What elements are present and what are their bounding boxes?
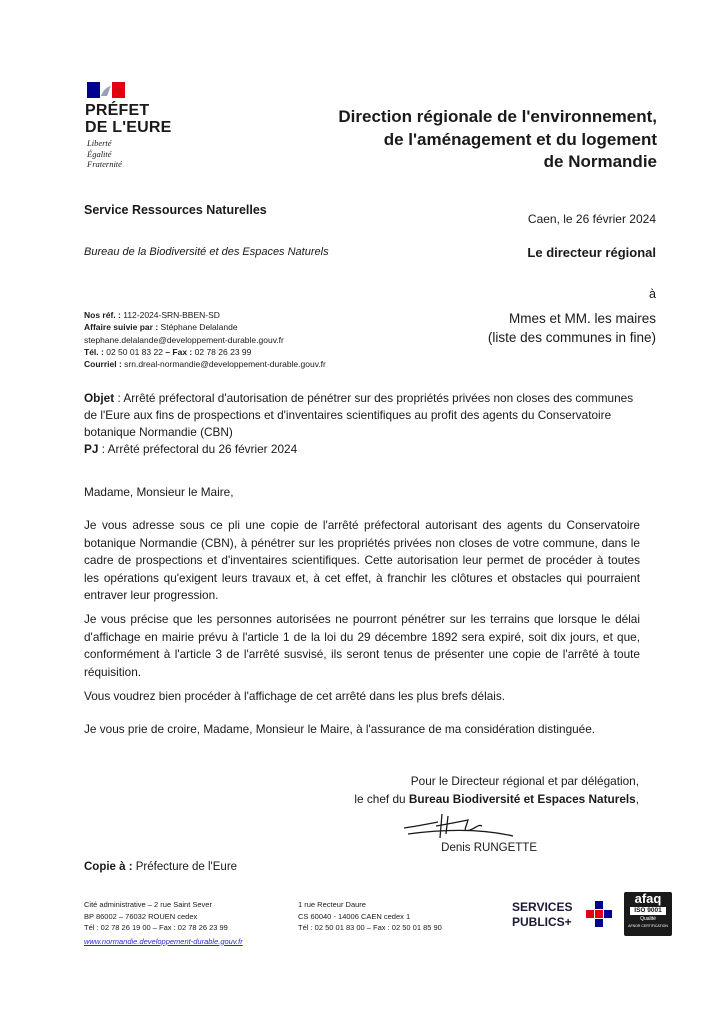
afaq-certification-logo bbox=[624, 892, 672, 936]
copie-value: Préfecture de l'Eure bbox=[135, 861, 238, 873]
objet-text: : Arrêté préfectoral d'autorisation de pénétrer sur des propriétés privées non closes des communes de l'Eure aux fins de prospections et d'inventaires scientifiques au profit des agents du Conservatoire botanique Normandie (CBN) bbox=[84, 391, 634, 439]
contact-email[interactable]: stephane.delalande@developpement-durable.gouv.fr bbox=[84, 334, 284, 345]
signature-prefix: le chef du bbox=[354, 792, 406, 806]
motto-egalite: Égalité bbox=[87, 148, 112, 159]
sender-title: Le directeur régional bbox=[527, 245, 656, 260]
republic-motto bbox=[87, 138, 122, 170]
recipient-line-2: (liste des communes in fine) bbox=[487, 330, 656, 345]
bureau-name: Bureau de la Biodiversité et des Espaces Naturels bbox=[84, 246, 329, 258]
courriel-line bbox=[84, 358, 326, 370]
footer-caen-line-3: Tél : 02 50 01 83 00 – Fax : 02 50 01 85 90 bbox=[298, 923, 442, 932]
dreal-header bbox=[338, 106, 657, 174]
suivi-label: Affaire suivie par : bbox=[84, 322, 159, 333]
objet-label: Objet bbox=[84, 391, 115, 405]
motto-liberte: Liberté bbox=[87, 138, 112, 148]
tel-label: Tél. : bbox=[84, 346, 104, 357]
paragraph-1: Je vous adresse sous ce pli une copie de l'arrêté préfectoral autorisant des agents du Conservatoire botanique Normandie (CBN), à pénétrer sur les propriétés privées non closes de votre commune, dans le cadre de prospections et d'inventaires scientifiques. Cette autorisation leur permet de procéder à toutes les opérations qu'exigent leurs travaux et, à cet effet, à franchir les clôtures et obstacles qui pourraient entraver leur progression. bbox=[84, 518, 640, 602]
pj-line bbox=[84, 441, 644, 458]
handwritten-signature-icon bbox=[398, 806, 518, 846]
paragraph-3: Vous voudrez bien procéder à l'affichage de cet arrêté dans les plus brefs délais. bbox=[84, 689, 506, 703]
paragraph-4: Je vous prie de croire, Madame, Monsieur le Maire, à l'assurance de ma considération distinguée. bbox=[84, 722, 596, 736]
header-line-1: Direction régionale de l'environnement, bbox=[338, 107, 657, 126]
sp-line-1: SERVICES bbox=[512, 900, 573, 914]
fax-label: – Fax : bbox=[165, 346, 193, 357]
objet-block bbox=[84, 390, 644, 458]
copie-label: Copie à : bbox=[84, 861, 133, 873]
pj-text: : Arrêté préfectoral du 26 février 2024 bbox=[101, 442, 298, 456]
to-word: à bbox=[649, 287, 656, 301]
signature-bureau: Bureau Biodiversité et Espaces Naturels bbox=[408, 792, 636, 806]
signatory-name: Denis RUNGETTE bbox=[441, 842, 537, 854]
afaq-quality: Qualité bbox=[640, 916, 656, 922]
fax-value: 02 78 26 23 99 bbox=[194, 346, 252, 357]
signature-suffix: , bbox=[635, 792, 639, 806]
afaq-cert: AFNOR CERTIFICATION bbox=[628, 924, 668, 928]
sp-line-2: PUBLICS+ bbox=[512, 915, 572, 929]
tel-line bbox=[84, 346, 326, 358]
signature-line-1: Pour le Directeur régional et par délégation, bbox=[410, 774, 639, 788]
footer-rouen-line-3: Tél : 02 78 26 19 00 – Fax : 02 78 26 23 99 bbox=[84, 923, 228, 932]
footer-caen-line-1: 1 rue Recteur Daure bbox=[298, 900, 366, 909]
afaq-text: afaq bbox=[634, 891, 662, 906]
pj-label: PJ bbox=[84, 442, 99, 456]
footer-rouen-line-1: Cité administrative – 2 rue Saint Sever bbox=[84, 900, 212, 909]
footer-address-rouen bbox=[84, 899, 243, 947]
service-name: Service Ressources Naturelles bbox=[84, 203, 267, 217]
footer-rouen-line-2: BP 86002 – 76032 ROUEN cedex bbox=[84, 911, 198, 921]
salutation: Madame, Monsieur le Maire, bbox=[84, 485, 234, 499]
paragraph-2: Je vous précise que les personnes autorisées ne pourront pénétrer sur les terrains que lorsque le délai d'affichage en mairie prévu à l'article 1 de la loi du 29 décembre 1892 sera expiré, soit dix jours, et que, conformément à l'article 3 de l'arrêté susvisé, ils seront tenus de présenter une copie de l'arrêté à toute réquisition. bbox=[84, 612, 640, 679]
prefet-line-1: PRÉFET bbox=[85, 102, 150, 119]
header-line-3: de Normandie bbox=[543, 152, 657, 171]
ref-line bbox=[84, 309, 326, 321]
ref-value: 112-2024-SRN-BBEN-SD bbox=[123, 310, 220, 320]
signature-block bbox=[354, 772, 639, 808]
header-line-2: de l'aménagement et du logement bbox=[383, 129, 657, 149]
tel-value: 02 50 01 83 22 bbox=[106, 346, 163, 357]
motto-fraternite: Fraternité bbox=[87, 159, 122, 169]
suivi-line bbox=[84, 321, 326, 333]
prefet-logo-text bbox=[85, 102, 172, 136]
services-publics-logo bbox=[512, 900, 572, 930]
courriel-value[interactable]: srn.dreal-normandie@developpement-durable.gouv.fr bbox=[124, 359, 326, 370]
recipient bbox=[488, 309, 656, 347]
references-block bbox=[84, 309, 326, 370]
ref-label: Nos réf. : bbox=[84, 310, 121, 320]
afaq-iso: ISO 9001 bbox=[630, 907, 666, 915]
services-publics-cross-icon bbox=[586, 901, 612, 927]
website-link[interactable]: www.normandie.developpement-durable.gouv.fr bbox=[84, 936, 243, 946]
footer-address-caen bbox=[298, 899, 442, 934]
objet-line bbox=[84, 390, 644, 441]
footer-caen-line-2: CS 60040 - 14006 CAEN cedex 1 bbox=[298, 911, 411, 921]
courriel-label: Courriel : bbox=[84, 359, 122, 370]
recipient-line-1: Mmes et MM. les maires bbox=[508, 311, 656, 326]
letter-date: Caen, le 26 février 2024 bbox=[527, 212, 656, 226]
marianne-logo-icon bbox=[87, 82, 125, 98]
prefet-line-2: DE L'EURE bbox=[85, 119, 172, 136]
copie-line bbox=[84, 861, 237, 873]
suivi-value: Stéphane Delalande bbox=[160, 322, 238, 333]
